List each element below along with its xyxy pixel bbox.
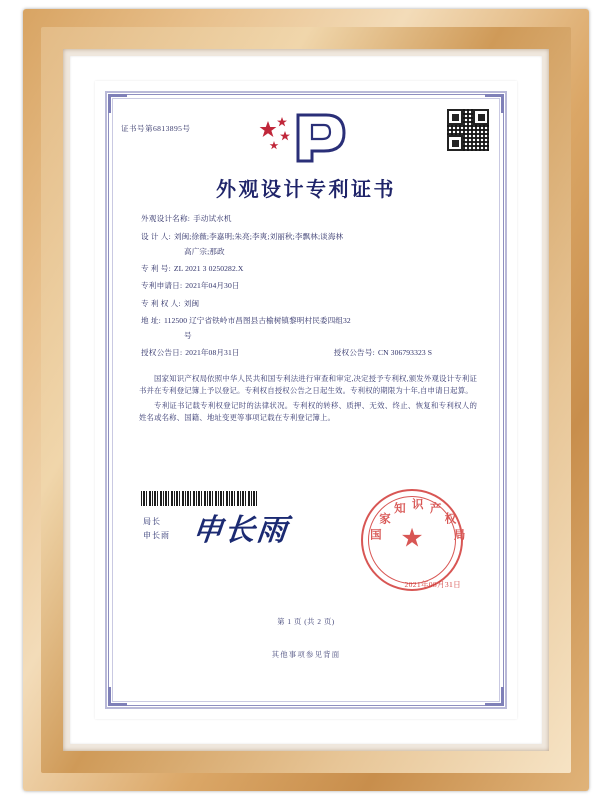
field-value: 手动试水机 bbox=[193, 214, 232, 223]
qr-finder-bottom-left bbox=[447, 135, 463, 151]
field-patent-number bbox=[141, 263, 479, 274]
qr-finder-top-right bbox=[473, 109, 489, 125]
certificate-content bbox=[121, 105, 491, 699]
field-application-date bbox=[141, 280, 479, 291]
legal-text bbox=[139, 373, 477, 427]
field-grant-number bbox=[334, 347, 479, 358]
signatory-labels bbox=[143, 515, 170, 542]
qr-finder-top-left bbox=[447, 109, 463, 125]
seal-arc-text: 国 家 知 识 产 权 局 bbox=[370, 499, 466, 542]
field-designers-continued: 高广宗;那政 bbox=[184, 246, 225, 256]
field-address-continued: 号 bbox=[184, 331, 192, 340]
field-label: 授权公告日: bbox=[141, 348, 183, 357]
field-list bbox=[141, 213, 479, 365]
official-seal bbox=[361, 489, 466, 591]
page-indicator: 第 1 页 (共 2 页) bbox=[277, 618, 335, 626]
signatory-name: 申长雨 bbox=[143, 530, 170, 540]
field-patentee bbox=[141, 298, 479, 309]
qr-code-icon bbox=[447, 109, 489, 151]
field-design-name bbox=[141, 213, 479, 224]
handwritten-signature: 申长雨 bbox=[190, 514, 291, 547]
field-value: CN 306793323 S bbox=[377, 348, 433, 357]
legal-paragraph-1: 国家知识产权局依照中华人民共和国专利法进行审查和审定,决定授予专利权,颁发外观设计专利证书并在专利登记簿上予以登记。专利权自授权公告之日起生效。专利权的期限为十年,自申请日起算。 bbox=[139, 374, 477, 395]
field-value: 刘闽;徐薇;李嘉明;朱亮;李爽;刘丽秋;李飘林;谈海林 bbox=[173, 231, 344, 241]
field-value: 2021年08月31日 bbox=[185, 348, 240, 357]
field-label: 授权公告号: bbox=[333, 348, 375, 357]
field-value: 2021年04月30日 bbox=[185, 281, 240, 290]
legal-paragraph-2: 专利证书记载专利权登记时的法律状况。专利权的转移、质押、无效、终止、恢复和专利权人的姓名或名称、国籍、地址变更等事项记载在专利登记簿上。 bbox=[139, 400, 477, 422]
field-label: 专利申请日: bbox=[141, 281, 183, 290]
cnipa-logo-icon bbox=[254, 111, 358, 163]
picture-frame bbox=[23, 9, 589, 791]
footnote: 其他事项参见背面 bbox=[271, 650, 341, 659]
field-address bbox=[141, 315, 479, 326]
seal-star-icon: ★ bbox=[400, 523, 424, 553]
field-label: 专 利 权 人: bbox=[141, 298, 181, 308]
field-grant-date bbox=[141, 347, 334, 358]
field-grant-row bbox=[141, 347, 479, 358]
field-value: ZL 2021 3 0250282.X bbox=[173, 263, 244, 273]
field-label: 地 址: bbox=[141, 316, 161, 325]
field-label: 设 计 人: bbox=[141, 231, 171, 241]
seal-date: 2021年08月31日 bbox=[404, 580, 461, 589]
field-value: 刘闽 bbox=[183, 298, 200, 308]
patent-certificate-page bbox=[95, 81, 517, 719]
field-designers bbox=[141, 231, 479, 242]
page-title: 外观设计专利证书 bbox=[216, 179, 396, 201]
field-label: 专 利 号: bbox=[141, 263, 171, 273]
field-value: 112500 辽宁省铁岭市昌图县古榆树镇黎明村民委四组32 bbox=[164, 316, 351, 325]
barcode-icon bbox=[141, 491, 257, 506]
field-label: 外观设计名称: bbox=[141, 214, 191, 223]
signatory-title: 局长 bbox=[143, 517, 161, 526]
certificate-number: 证书号第6813895号 bbox=[121, 124, 191, 133]
